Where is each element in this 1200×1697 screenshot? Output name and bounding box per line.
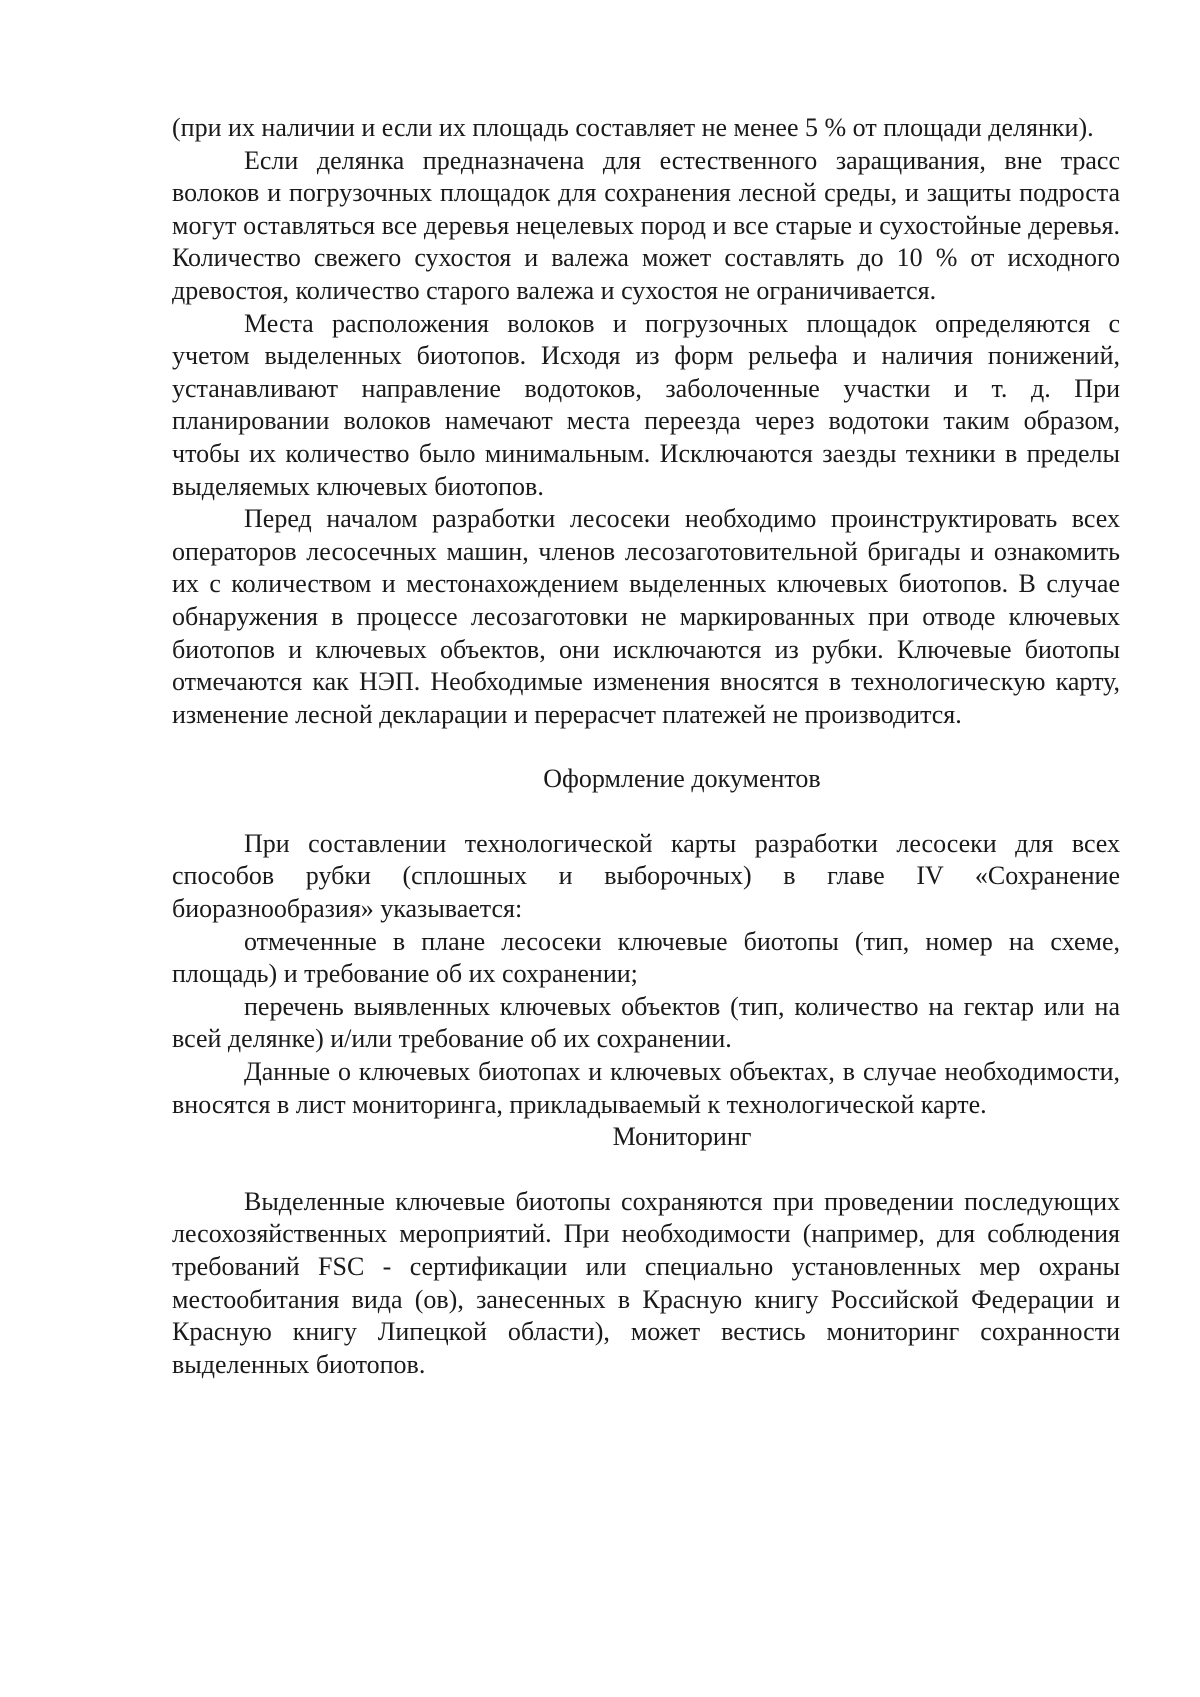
paragraph-monitoring-sheet: Данные о ключевых биотопах и ключевых объектах, в случае необходимости, вносятся в лист мониторинга, прикладываемый к технологической карте. [172,1057,1120,1119]
spacer [172,1154,1120,1186]
paragraph-continuation: (при их наличии и если их площадь составляет не менее 5 % от площади делянки). [172,113,1094,142]
paragraph-operator-briefing: Перед началом разработки лесосеки необходимо проинструктировать всех операторов лесосечных машин, членов лесозаготовительной бригады и ознакомить их с количеством и местонахождением выделенных ключевых биотопов. В случае обнаружения в процессе лесозаготовки не маркированных при отводе ключевых биотопов и ключевых объектов, они исключаются из рубки. Ключевые биотопы отмечаются как НЭП. Необходимые изменения вносятся в технологическую карту, изменение лесной декларации и перерасчет платежей не производится. [172,504,1120,729]
spacer [172,731,1120,763]
paragraph-natural-regrowth: Если делянка предназначена для естественного заращивания, вне трасс волоков и погрузочных площадок для сохранения лесной среды, и защиты подроста могут оставляться все деревья нецелевых пород и все старые и сухостойные деревья. Количество свежего сухостоя и валежа может составлять до 10 % от исходного древостоя, количество старого валежа и сухостоя не ограничивается. [172,145,1120,305]
paragraph-monitoring: Выделенные ключевые биотопы сохраняются при проведении последующих лесохозяйственных мероприятий. При необходимости (например, для соблюдения требований FSC - сертификации или специально установленных мер охраны местообитания вида (ов), занесенных в Красную книгу Российской Федерации и Красную книгу Липецкой области), может вестись мониторинг сохранности выделенных биотопов. [172,1186,1120,1379]
spacer [172,796,1120,828]
paragraph-marked-biotopes: отмеченные в плане лесосеки ключевые биотопы (тип, номер на схеме, площадь) и требование об их сохранении; [172,926,1120,989]
paragraph-tech-map: При составлении технологической карты разработки лесосеки для всех способов рубки (сплошных и выборочных) в главе IV «Сохранение биоразнообразия» указывается: [172,828,1120,924]
section-heading-documents: Оформление документов [543,764,821,794]
section-heading-monitoring: Мониторинг [612,1122,752,1152]
document-page [172,112,1120,1381]
paragraph-skid-trails: Места расположения волоков и погрузочных площадок определяются с учетом выделенных биотопов. Исходя из форм рельефа и наличия понижений, устанавливают направление водотоков, заболоченные участки и т. д. При планировании волоков намечают места переезда через водотоки таким образом, чтобы их количество было минимальным. Исключаются заезды техники в пределы выделяемых ключевых биотопов. [172,308,1120,501]
paragraph-key-objects: перечень выявленных ключевых объектов (тип, количество на гектар или на всей делянке) и/или требование об их сохранении. [172,991,1120,1054]
